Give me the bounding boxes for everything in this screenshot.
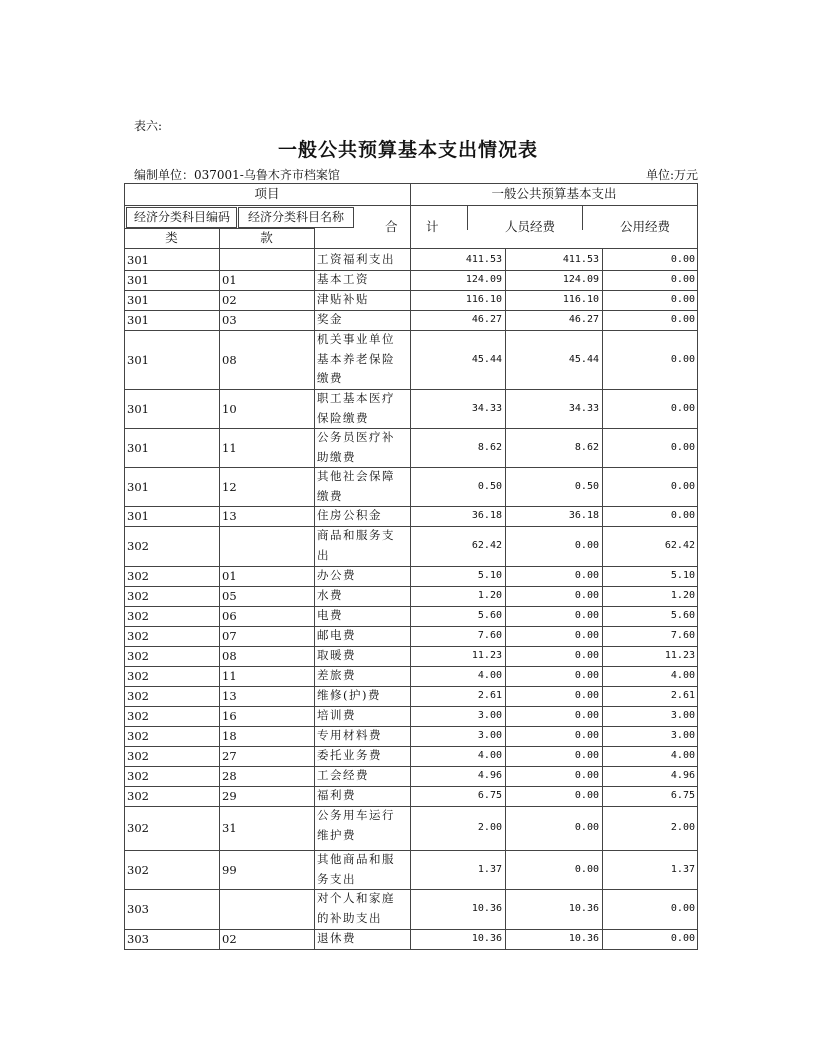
cell-kuan: 03 [222,313,237,327]
cell-kuan: 28 [222,769,237,783]
cell-name: 奖金 [317,312,343,326]
cell-lei: 302 [127,629,149,643]
row-divider [124,389,698,390]
cell-public: 0.00 [670,274,695,285]
column-line [697,248,698,950]
cell-name: 其他社会保障缴费 [317,469,395,503]
cell-personnel: 124.09 [562,274,599,285]
cell-kuan: 11 [222,669,237,683]
cell-public: 0.00 [670,314,695,325]
cell-name: 水费 [317,588,343,602]
cell-public: 4.00 [670,750,695,761]
cell-name: 电费 [317,608,343,622]
cell-kuan: 02 [222,932,237,946]
cell-total: 4.00 [477,670,502,681]
header-kuan: 款 [260,230,273,245]
cell-total: 1.37 [477,863,502,875]
cell-name: 商品和服务支出 [317,528,395,562]
cell-total: 2.61 [477,690,502,701]
cell-personnel: 8.62 [574,441,599,453]
cell-personnel: 46.27 [568,314,599,325]
cell-kuan: 01 [222,569,237,583]
cell-personnel: 10.36 [568,903,599,914]
header-basic-expenditure: 一般公共预算基本支出 [491,186,617,201]
cell-name: 机关事业单位基本养老保险缴费 [317,332,395,385]
cell-kuan: 27 [222,749,237,763]
cell-kuan: 02 [222,293,237,307]
cell-lei: 302 [127,609,149,623]
cell-personnel: 0.00 [574,540,599,551]
cell-name: 办公费 [317,568,356,582]
cell-lei: 303 [127,902,149,916]
cell-personnel: 0.00 [574,750,599,761]
cell-personnel: 10.36 [568,933,599,944]
row-divider [124,806,698,807]
cell-public: 3.00 [670,710,695,721]
header-bottom-border [124,248,698,249]
cell-lei: 301 [127,352,149,367]
cell-public: 11.23 [664,650,695,661]
cell-lei: 302 [127,689,149,703]
cell-name: 其他商品和服务支出 [317,852,395,886]
cell-name: 津贴补贴 [317,292,369,306]
row-divider [124,330,698,331]
cell-total: 8.62 [477,441,502,453]
cell-personnel: 0.00 [574,710,599,721]
cell-lei: 302 [127,709,149,723]
cell-total: 62.42 [471,540,502,551]
cell-public: 7.60 [670,630,695,641]
cell-lei: 302 [127,589,149,603]
row-divider [124,850,698,851]
cell-personnel: 0.00 [574,590,599,601]
cell-personnel: 0.00 [574,822,599,833]
cell-kuan: 12 [222,479,237,494]
row-divider [124,428,698,429]
header-personnel: 人员经费 [504,219,555,234]
cell-total: 2.00 [477,822,502,833]
cell-public: 4.96 [670,770,695,781]
cell-lei: 302 [127,669,149,683]
cell-name: 职工基本医疗保险缴费 [317,391,395,425]
cell-total: 116.10 [465,294,502,305]
header-left-border [124,183,125,250]
cell-public: 2.00 [670,822,695,833]
cell-lei: 302 [127,821,149,835]
cell-kuan: 08 [222,352,237,367]
cell-kuan: 11 [222,440,237,455]
header-lei: 类 [165,230,178,245]
header-vline-name [314,228,315,248]
cell-lei: 302 [127,862,149,877]
compiling-unit: 编制单位：037001-乌鲁木齐市档案馆 [134,168,340,182]
header-vline-total [467,205,468,230]
row-divider [124,467,698,468]
cell-total: 45.44 [471,353,502,365]
cell-total: 5.10 [477,570,502,581]
cell-lei: 302 [127,769,149,783]
cell-lei: 301 [127,401,149,416]
cell-total: 10.36 [471,933,502,944]
cell-lei: 301 [127,313,149,327]
cell-kuan: 18 [222,729,237,743]
cell-name: 基本工资 [317,272,369,286]
cell-lei: 301 [127,509,149,523]
cell-personnel: 0.00 [574,790,599,801]
cell-public: 2.61 [670,690,695,701]
column-line [505,248,506,950]
cell-lei: 302 [127,749,149,763]
row-divider [124,889,698,890]
cell-public: 0.00 [670,254,695,265]
cell-personnel: 45.44 [568,353,599,365]
cell-total: 3.00 [477,730,502,741]
cell-name: 公务员医疗补助缴费 [317,430,395,464]
header-item: 项目 [254,186,280,201]
header-right-border [697,183,698,250]
cell-total: 411.53 [465,254,502,265]
cell-name: 取暖费 [317,648,356,662]
cell-personnel: 0.00 [574,650,599,661]
cell-public: 6.75 [670,790,695,801]
cell-name: 委托业务费 [317,748,382,762]
cell-name: 邮电费 [317,628,356,642]
cell-total: 4.96 [477,770,502,781]
cell-lei: 301 [127,253,149,267]
column-line [124,248,125,950]
cell-lei: 302 [127,539,149,553]
cell-personnel: 0.00 [574,770,599,781]
cell-public: 0.00 [670,294,695,305]
cell-total: 1.20 [477,590,502,601]
column-line [602,248,603,950]
cell-personnel: 36.18 [568,510,599,521]
cell-lei: 301 [127,273,149,287]
cell-public: 0.00 [670,480,695,492]
header-economic-code: 经济分类科目编码 [133,210,230,224]
cell-total: 10.36 [471,903,502,914]
cell-total: 7.60 [477,630,502,641]
header-public: 公用经费 [619,219,670,234]
row-divider [124,949,698,950]
cell-name: 工资福利支出 [317,252,395,266]
cell-lei: 301 [127,293,149,307]
cell-total: 46.27 [471,314,502,325]
cell-personnel: 0.00 [574,570,599,581]
cell-name: 退休费 [317,931,356,945]
cell-public: 0.00 [670,903,695,914]
cell-lei: 302 [127,789,149,803]
row-divider [124,526,698,527]
cell-kuan: 01 [222,273,237,287]
cell-kuan: 08 [222,649,237,663]
cell-personnel: 0.00 [574,690,599,701]
cell-public: 0.00 [670,510,695,521]
cell-lei: 301 [127,440,149,455]
cell-personnel: 0.00 [574,610,599,621]
cell-name: 差旅费 [317,668,356,682]
cell-lei: 302 [127,569,149,583]
cell-public: 0.00 [670,353,695,365]
cell-lei: 302 [127,729,149,743]
currency-unit: 单位:万元 [645,168,698,182]
header-vline-public [582,205,583,230]
column-line [314,248,315,950]
cell-name: 福利费 [317,788,356,802]
cell-total: 36.18 [471,510,502,521]
cell-total: 6.75 [477,790,502,801]
cell-total: 4.00 [477,750,502,761]
header-divider-left [124,205,410,206]
cell-kuan: 10 [222,401,237,416]
cell-kuan: 29 [222,789,237,803]
cell-name: 培训费 [317,708,356,722]
cell-total: 34.33 [471,402,502,414]
cell-name: 住房公积金 [317,508,382,522]
cell-total: 0.50 [477,480,502,492]
cell-lei: 303 [127,932,149,946]
cell-personnel: 0.00 [574,863,599,875]
column-line [410,248,411,950]
cell-personnel: 0.50 [574,480,599,492]
cell-public: 3.00 [670,730,695,741]
cell-personnel: 116.10 [562,294,599,305]
cell-lei: 302 [127,649,149,663]
cell-name: 公务用车运行维护费 [317,808,395,842]
cell-public: 1.20 [670,590,695,601]
cell-name: 对个人和家庭的补助支出 [317,891,395,925]
cell-kuan: 07 [222,629,237,643]
column-line [219,248,220,950]
cell-public: 0.00 [670,933,695,944]
header-total-2: 计 [426,219,439,234]
cell-personnel: 411.53 [562,254,599,265]
cell-public: 0.00 [670,441,695,453]
header-divider-right [410,205,698,206]
header-total-1: 合 [385,219,398,234]
cell-name: 专用材料费 [317,728,382,742]
cell-kuan: 06 [222,609,237,623]
cell-public: 5.60 [670,610,695,621]
cell-kuan: 99 [222,862,237,877]
cell-personnel: 0.00 [574,670,599,681]
table-caption: 表六: [134,119,163,133]
cell-kuan: 13 [222,689,237,703]
cell-public: 1.37 [670,863,695,875]
cell-personnel: 0.00 [574,630,599,641]
cell-kuan: 13 [222,509,237,523]
cell-name: 维修(护)费 [317,688,381,702]
cell-total: 5.60 [477,610,502,621]
cell-kuan: 16 [222,709,237,723]
cell-kuan: 05 [222,589,237,603]
page-title: 一般公共预算基本支出情况表 [277,139,538,161]
cell-personnel: 0.00 [574,730,599,741]
cell-public: 4.00 [670,670,695,681]
cell-lei: 301 [127,479,149,494]
cell-public: 62.42 [664,540,695,551]
header-economic-name: 经济分类科目名称 [247,210,344,224]
cell-total: 3.00 [477,710,502,721]
cell-total: 11.23 [471,650,502,661]
cell-public: 0.00 [670,402,695,414]
cell-public: 5.10 [670,570,695,581]
cell-personnel: 34.33 [568,402,599,414]
cell-name: 工会经费 [317,768,369,782]
cell-kuan: 31 [222,821,237,835]
cell-total: 124.09 [465,274,502,285]
